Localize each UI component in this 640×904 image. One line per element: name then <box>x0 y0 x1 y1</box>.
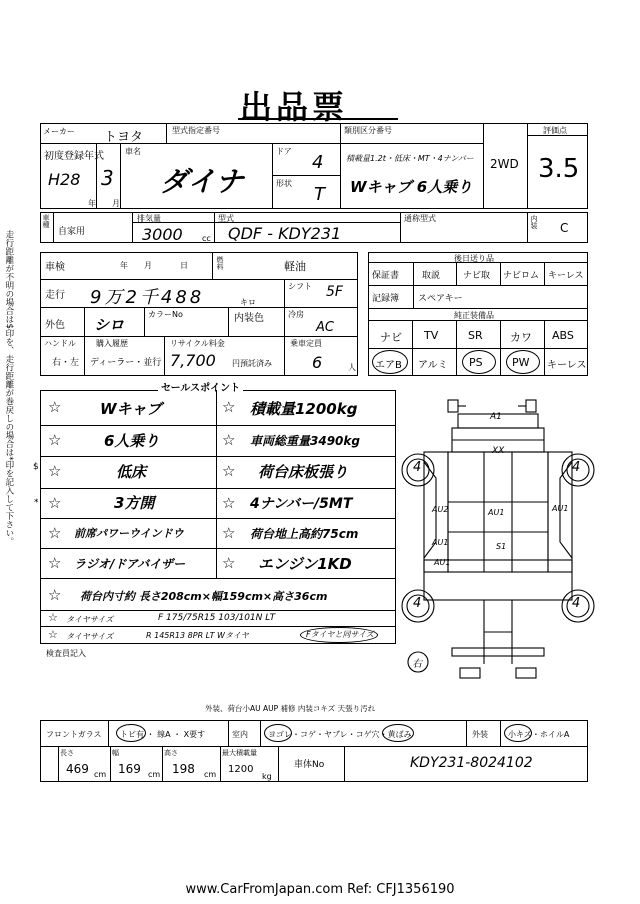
height-label: 高さ <box>164 749 178 757</box>
star-icon: ☆ <box>48 462 62 480</box>
width-value: 169 <box>118 762 141 776</box>
length-unit: cm <box>94 770 107 779</box>
tire2-value: R 145R13 8PR LT Wタイヤ <box>146 631 249 640</box>
watermark: www.CarFromJapan.com Ref: CFJ1356190 <box>185 882 455 897</box>
capacity-value: 6 <box>312 353 323 372</box>
recycle-note: 円預託済み <box>232 359 272 368</box>
equip-leather: カワ <box>510 331 532 344</box>
glass-value: トビ有 ・ 線A ・ X要す <box>120 730 206 739</box>
int-color-label: 内装色 <box>234 313 264 324</box>
doc-keyless: キーレス <box>548 271 584 281</box>
fuel-label: 燃料 <box>216 256 224 270</box>
sales-left-3: 低床 <box>116 463 147 481</box>
tire2-label: タイヤサイズ <box>66 632 114 641</box>
cab-type: Wキャブ 6人乗り <box>350 178 473 196</box>
damage-mark: AU1 <box>432 538 449 547</box>
max-load-value: 1200 <box>228 764 254 775</box>
mileage-label: 走行 <box>45 290 65 301</box>
usage-value: 自家用 <box>58 227 86 237</box>
spare-tire-mark: 右 <box>412 659 422 670</box>
width-unit: cm <box>148 770 161 779</box>
max-load-unit: kg <box>262 772 272 781</box>
tire-tread-mark: 4 <box>413 460 422 475</box>
asterisk-mark: * <box>34 498 39 508</box>
star-icon: ☆ <box>222 462 236 480</box>
first-reg-label: 初度登録年式 <box>44 151 104 162</box>
star-icon: ☆ <box>48 586 62 604</box>
displacement: 3000 <box>142 225 183 244</box>
max-load-label: 最大積載量 <box>222 749 257 757</box>
sales-right-1: 積載量1200kg <box>250 400 358 418</box>
displacement-label: 排気量 <box>137 214 161 223</box>
inspector-label: 検査員記入 <box>46 649 86 658</box>
recycle-value: 7,700 <box>170 351 216 370</box>
ac-label: 冷房 <box>288 310 304 319</box>
equip-pw: PW <box>512 356 530 369</box>
damage-mark: AU1 <box>434 558 451 567</box>
chassis-number: KDY231-8024102 <box>410 755 533 771</box>
doc-manual: 取説 <box>422 271 441 281</box>
length-label: 長さ <box>60 749 74 757</box>
inspection-month: 月 <box>144 261 152 270</box>
height-value: 198 <box>172 762 195 776</box>
damage-mark: XX <box>492 446 505 456</box>
sales-left-5: 前席パワーウインドウ <box>74 527 184 540</box>
equip-keyless: キーレス <box>547 360 587 371</box>
star-icon: ☆ <box>48 431 62 449</box>
shift: 5F <box>326 284 343 300</box>
side-note: 走行距離が不明の場合は$印を、走行距離が巻戻しの場合は*印を記入して下さい。 <box>3 230 14 546</box>
capacity-label: 乗車定員 <box>290 339 322 348</box>
height-unit: cm <box>204 770 217 779</box>
history-value: ディーラー・並行 <box>90 358 162 368</box>
star-icon: ☆ <box>48 554 62 572</box>
page-title: 出品票 <box>240 88 349 126</box>
handle-label: ハンドル <box>44 339 76 348</box>
interior-label: 内装 <box>530 215 538 229</box>
bed-dimensions: 荷台内寸約 長さ208cm×幅159cm×高さ36cm <box>80 590 328 603</box>
km-unit: キロ <box>240 298 256 307</box>
length-value: 469 <box>66 762 89 776</box>
color-no-label: カラーNo <box>148 310 183 319</box>
star-icon: ☆ <box>222 494 236 512</box>
month-unit: 月 <box>112 199 120 208</box>
dollar-mark: $ <box>33 462 39 472</box>
damage-mark: AU2 <box>432 505 449 514</box>
inspection-day: 日 <box>180 261 188 270</box>
remarks: 外装、荷台小AU AUP 補修 内装コキズ 天張り汚れ <box>205 704 376 713</box>
model-code-label: 型式指定番号 <box>172 126 220 135</box>
sales-right-6: エンジン1KD <box>258 555 352 573</box>
inspection-year: 年 <box>120 261 128 270</box>
sales-left-6: ラジオ/ドアバイザー <box>74 557 186 571</box>
exterior-label: 外装 <box>472 730 488 739</box>
tire1-label: タイヤサイズ <box>66 615 114 624</box>
tire-tread-mark: 4 <box>413 596 422 611</box>
capacity-unit: 人 <box>348 363 356 372</box>
mileage: 9万2千488 <box>90 287 205 308</box>
width-label: 幅 <box>112 749 119 757</box>
room-label: 室内 <box>232 730 248 739</box>
tire1-value: F 175/75R15 103/101N LT <box>158 613 276 623</box>
shape-label: 形状 <box>276 179 292 188</box>
year-unit: 年 <box>88 199 96 208</box>
color: シロ <box>94 316 125 334</box>
maker-label: メーカー <box>43 127 75 136</box>
star-icon: ☆ <box>222 554 236 572</box>
common-type-label: 通称型式 <box>404 214 436 223</box>
doc-warranty: 保証書 <box>372 271 400 281</box>
inspection-label: 車検 <box>45 262 65 273</box>
equip-sr: SR <box>468 329 483 342</box>
history-label: 購入履歴 <box>96 339 128 348</box>
equipment-header: 純正装備品 <box>454 311 494 320</box>
star-icon: ☆ <box>222 398 236 416</box>
sales-left-1: Wキャブ <box>100 400 162 418</box>
car-name: ダイナ <box>160 165 244 198</box>
damage-mark: AU1 <box>552 504 569 513</box>
cc-unit: cc <box>202 234 211 243</box>
door-label: ドア <box>276 147 292 156</box>
usage-label: 車種 <box>42 214 50 228</box>
damage-mark: S1 <box>496 542 507 551</box>
doc-navi-manual: ナビ取 <box>463 271 491 281</box>
star-icon: ☆ <box>222 524 236 542</box>
equip-alloy: アルミ <box>418 360 448 371</box>
equip-tv: TV <box>424 329 439 342</box>
sales-left-2: 6人乗り <box>104 432 160 450</box>
reg-month: 3 <box>101 166 114 190</box>
star-icon: ☆ <box>48 628 58 641</box>
model-code: QDF - KDY231 <box>228 224 342 243</box>
ac-value: AC <box>316 320 334 335</box>
maker-value: トヨタ <box>104 130 144 145</box>
chassis-label: 車体No <box>294 760 325 770</box>
star-icon: ☆ <box>48 524 62 542</box>
star-icon: ☆ <box>48 494 62 512</box>
sales-header: セールスポイント <box>158 379 243 394</box>
tire-tread-mark: 4 <box>572 596 581 611</box>
sales-block <box>40 390 396 644</box>
shape: T <box>314 184 325 205</box>
equip-navi: ナビ <box>380 331 402 344</box>
tire-tread-mark: 4 <box>572 460 581 475</box>
car-name-label: 車名 <box>125 147 141 156</box>
year-era: H28 <box>48 170 81 189</box>
recycle-label: リサイクル料金 <box>170 339 225 348</box>
sales-right-5: 荷台地上高約75cm <box>250 527 359 541</box>
star-icon: ☆ <box>48 398 62 416</box>
equip-airbag: エアB <box>375 360 402 371</box>
doc-record-book: 記録簿 <box>372 294 400 304</box>
sales-right-2: 車両総重量3490kg <box>250 434 360 448</box>
equip-ps: PS <box>469 356 483 369</box>
drive-type: 2WD <box>490 157 519 171</box>
glass-label: フロントガラス <box>46 730 102 739</box>
later-items-header: 後日送り品 <box>454 254 494 263</box>
star-icon: ☆ <box>222 431 236 449</box>
doc-navi-rom: ナビロム <box>503 271 540 281</box>
equip-abs: ABS <box>552 329 574 342</box>
exterior-value: 小キズ・ホイルA <box>508 730 570 739</box>
class-code-label: 類別区分番号 <box>344 126 392 135</box>
score-label: 評価点 <box>543 126 567 135</box>
fuel-value: 軽油 <box>284 260 306 273</box>
sales-right-4: 4ナンバー/5MT <box>250 496 353 512</box>
sales-right-3: 荷台床板張り <box>258 463 349 481</box>
star-icon: ☆ <box>48 611 58 624</box>
doors: 4 <box>312 152 324 173</box>
sales-left-4: 3方開 <box>114 494 155 512</box>
tire2-note: Fタイヤと同サイズ <box>306 630 374 639</box>
damage-mark: AU1 <box>488 508 505 517</box>
color-label: 外色 <box>45 320 65 331</box>
handle-value: 右・左 <box>52 358 80 368</box>
room-value: ヨゴレ・コゲ・ヤブレ・コゲ穴・黄ばみ <box>268 730 412 739</box>
score-value: 3.5 <box>538 154 580 184</box>
damage-mark: A1 <box>490 412 502 422</box>
spec-line: 積載量1.2t・低床・MT・4ナンバー <box>346 154 474 163</box>
shift-label: シフト <box>288 282 312 291</box>
type-label: 型式 <box>218 214 234 223</box>
doc-spare-key: スペアキー <box>418 294 463 304</box>
interior-value: C <box>560 221 569 235</box>
